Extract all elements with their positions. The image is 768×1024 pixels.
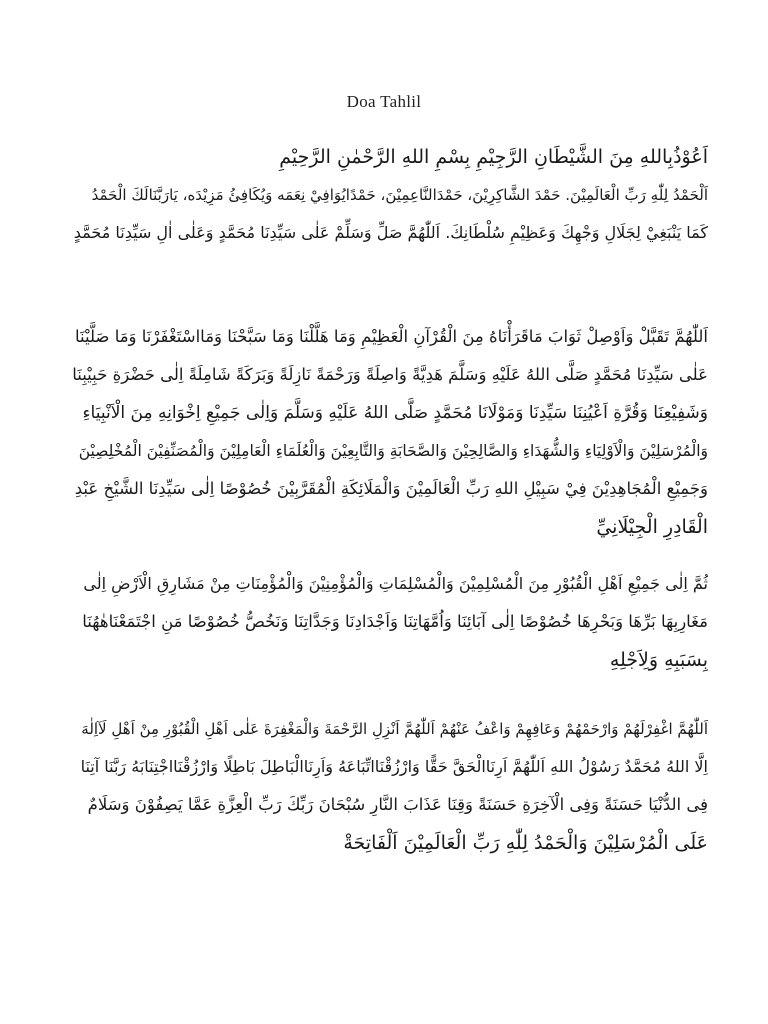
text-line: وَجَمِيْعِ الْمُجَاهِدِيْنَ فِيْ سَبِيْلِ اللهِ رَبِّ الْعَالَمِيْنَ وَالْمَلَائِكَةِ الْمُقَرَّبِيْنَ خُصُوْصًا اِلٰى سَيِّدِنَا الشَّيْخِ عَبْدِ xyxy=(74,479,708,498)
text-line: عَلَى الْمُرْسَلِيْنَ وَالْحَمْدُ لِلّٰهِ رَبِّ الْعَالَمِيْنَ اَلْفَاتِحَةْ xyxy=(343,832,708,854)
paragraph-dedication xyxy=(72,318,708,546)
text-line: اَللّٰهُمَّ اغْفِرْلَهُمْ وَارْحَمْهُمْ وَعَافِهِمْ وَاعْفُ عَنْهُمْ اَللّٰهُمَّ اَنْزِلِ الرَّحْمَةَ وَالْمَغْفِرَةَ عَلٰى اَهْلِ الْقُبُوْرِ مِنْ اَهْلِ لَآاِلٰهَ xyxy=(81,720,708,738)
text-line: ثُمَّ اِلٰى جَمِيْعِ اَهْلِ الْقُبُوْرِ مِنَ الْمُسْلِمِيْنَ وَالْمُسْلِمَاتِ وَالْمُؤْمِنِيْنَ وَالْمُؤْمِنَاتِ مِنْ مَشَارِقِ الْاَرْضِ اِلٰى xyxy=(83,574,708,593)
text-line: مَغَارِبِهَا بَرِّهَا وَبَحْرِهَا خُصُوْصًا اِلٰى آبَائِنَا وَاُمَّهَاتِنَا وَاَجْدَادِنَا وَجَدَّاتِنَا وَنَخُصُّ خُصُوْصًا مَنِ اجْتَمَعْنَاهٰهُنَا xyxy=(82,612,708,631)
text-line: بِسَبَبِهِ وَلِاَجْلِهِ xyxy=(609,649,708,671)
text-line: فِى الدُّنْيَا حَسَنَةً وَفِى الْآخِرَةِ حَسَنَةً وَقِنَا عَذَابَ النَّارِ سُبْحَانَ رَبِّكَ رَبِّ الْعِزَّةِ عَمَّا يَصِفُوْنَ وَسَلَامٌ xyxy=(87,795,708,814)
text-line: اَعُوْذُبِاللهِ مِنَ الشَّيْطَانِ الرَّجِيْمِ بِسْمِ اللهِ الرَّحْمٰنِ الرَّحِيْمِ xyxy=(279,146,708,168)
paragraph-graves xyxy=(72,565,708,679)
text-line: اَللّٰهُمَّ تَقَبَّلْ وَاَوْصِلْ ثَوَابَ مَاقَرَأْنَاهُ مِنَ الْقُرْآنِ الْعَظِيْمِ وَمَا هَلَّلْنَا وَمَا سَبَّحْنَا وَمَااسْتَغْفَرْنَا وَمَا صَلَّيْنَا xyxy=(74,327,708,346)
text-line: عَلٰى سَيِّدِنَا مُحَمَّدٍ صَلَّى اللهُ عَلَيْهِ وَسَلَّمَ هَدِيَّةً وَاصِلَةً وَرَحْمَةً نَازِلَةً وَبَرَكَةً شَامِلَةً اِلٰى حَضْرَةِ حَبِيْبِنَا xyxy=(72,365,708,384)
text-line: وَالْمُرْسَلِيْنَ وَالْاَوْلِيَاءِ وَالشُّهَدَاءِ وَالصَّالِحِيْنَ وَالصَّحَابَةِ وَالتَّابِعِيْنَ وَالْعُلَمَاءِ الْعَامِلِيْنَ وَالْمُصَنِّفِيْنَ الْمُخْلِصِيْنَ xyxy=(78,442,708,460)
document-title: Doa Tahlil xyxy=(346,92,422,111)
text-line: وَشَفِيْعِنَا وَقُرَّةِ اَعْيُنِنَا سَيِّدِنَا وَمَوْلَانَا مُحَمَّدٍ صَلَّى اللهُ عَلَيْهِ وَسَلَّمَ وَاِلٰى جَمِيْعِ اِخْوَانِهِ مِنَ الْاَنْبِيَاءِ xyxy=(82,403,708,423)
text-line: اِلَّا اللهُ مُحَمَّدٌ رَسُوْلُ اللهِ اَللّٰهُمَّ اَرِنَاالْحَقَّ حَقًّا وَارْزُقْنَااتِّبَاعَهُ وَاَرِنَاالْبَاطِلَ بَاطِلًا وَارْزُقْنَااجْتِنَابَهُ رَبَّنَا آتِنَا xyxy=(80,757,708,776)
paragraph-supplication xyxy=(72,710,708,862)
text-line: كَمَا يَنْبَغِيْ لِجَلَالِ وَجْهِكَ وَعَظِيْمِ سُلْطَانِكَ. اَللّٰهُمَّ صَلِّ وَسَلِّمْ عَلٰى سَيِّدِنَا مُحَمَّدٍ وَعَلٰى اٰلِ سَيِّدِنَا مُحَمَّدٍ xyxy=(73,223,708,242)
text-line: الْقَادِرِ الْجِيْلَانِيِّ xyxy=(596,516,708,538)
paragraph-opening xyxy=(72,138,708,252)
text-line: اَلْحَمْدُ لِلّٰهِ رَبِّ الْعَالَمِيْنَ. حَمْدَ الشَّاكِرِيْنَ، حَمْدَالنَّاعِمِيْنَ، حَمْدًايُوَافِيْ نِعَمَه وَيُكَافِئُ مَزِيْدَه، يَارَبَّنَالَكَ الْحَمْدُ xyxy=(91,186,708,204)
